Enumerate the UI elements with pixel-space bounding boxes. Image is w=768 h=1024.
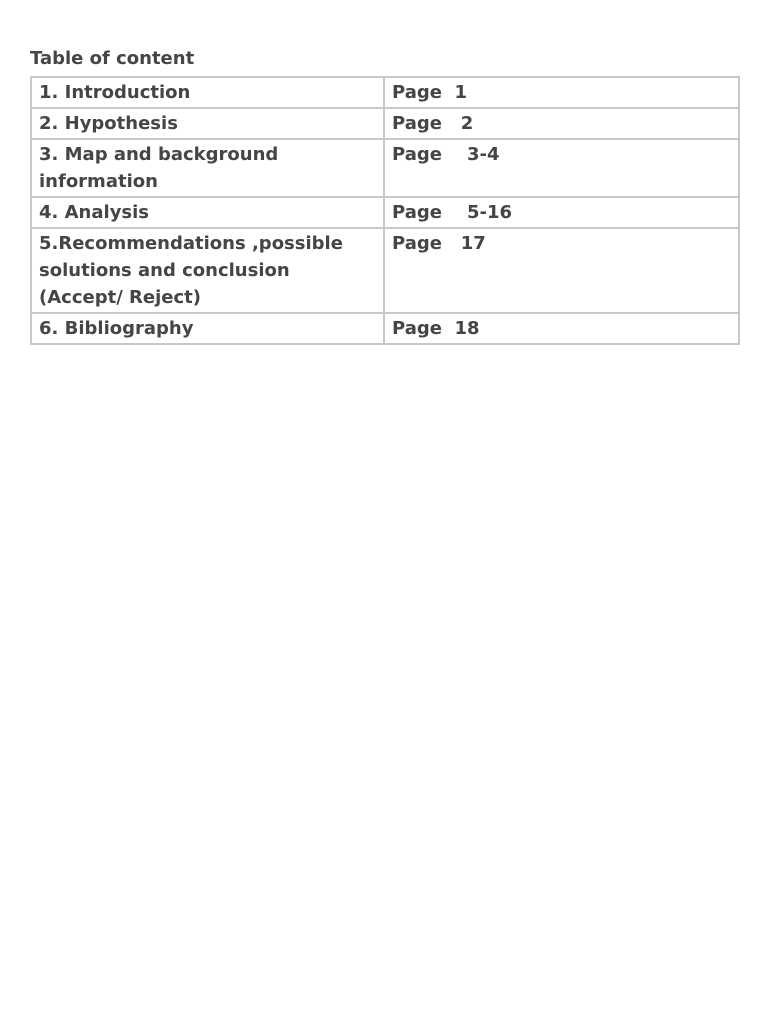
- section-title: 4. Analysis: [31, 197, 384, 228]
- document-title: Table of content: [30, 48, 195, 69]
- section-title: 3. Map and background information: [31, 139, 384, 197]
- page-number: Page 18: [384, 313, 739, 344]
- table-row: [31, 228, 739, 313]
- page-number: Page 5-16: [384, 197, 739, 228]
- table-row: [31, 197, 739, 228]
- table-row: [31, 77, 739, 108]
- section-title: 5.Recommendations ,possible solutions and conclusion (Accept/ Reject): [31, 228, 384, 313]
- table-of-contents: [30, 76, 740, 345]
- table-row: [31, 139, 739, 197]
- section-title: 1. Introduction: [31, 77, 384, 108]
- page-number: Page 3-4: [384, 139, 739, 197]
- table-row: [31, 108, 739, 139]
- table-row: [31, 313, 739, 344]
- section-title: 6. Bibliography: [31, 313, 384, 344]
- page-number: Page 2: [384, 108, 739, 139]
- page-number: Page 17: [384, 228, 739, 313]
- section-title: 2. Hypothesis: [31, 108, 384, 139]
- page-number: Page 1: [384, 77, 739, 108]
